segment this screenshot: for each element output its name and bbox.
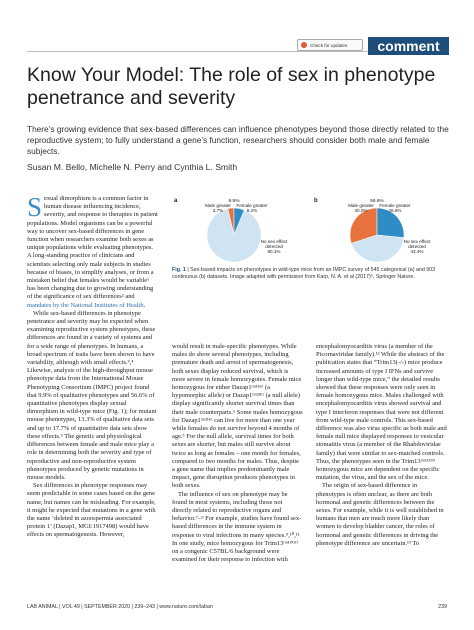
figure-caption — [172, 267, 448, 281]
author-list: Susan M. Bello, Michelle N. Perry and Cynthia L. Smith — [27, 162, 238, 172]
paragraph-1-text: exual dimorphism is a common factor in human disease influencing incidence, severity, and response to therapies in patient populations. Model organisms can be a powerful way to uncover sex-based differences in gene function when researchers examine both sexes as unique populations while evaluating phenotypes. A long-standing practice of clinicians and scientists selecting only male subjects in studies because of biases, to simplify analyses, or from a mistaken belief that females would be variable¹ has been changing due to growing understanding of the significance of sex differences² and — [27, 195, 158, 301]
column-2 — [172, 343, 303, 564]
column-3 — [316, 343, 447, 548]
article-title: Know Your Model: The role of sex in phenotype penetrance and severity — [27, 64, 436, 109]
slice-value-b-1: 26.6% — [388, 208, 402, 213]
figure-caption-label: Fig. 1 — [172, 267, 186, 273]
figure-caption-text: | Sex-based impacts on phenotypes in wild-type mice from an IMPC survey of 545 categorical (a) and 903 continuous (b) datasets. Image adapted with permission from Karp, N. A. et al (2017)⁵, Springer Nature. — [172, 267, 436, 280]
slice-value-b-2: 43.4% — [410, 249, 424, 254]
drop-cap: S — [27, 192, 43, 222]
article-standfirst: There’s growing evidence that sex-based differences can influence phenotypes beyond those directly related to the reproductive system; to fully understand a gene’s function, researchers should consider both male and female subjects. — [27, 124, 449, 156]
slice-label-b-1: Female greater — [379, 203, 411, 208]
journal-info: LAB ANIMAL | VOL 49 | SEPTEMBER 2020 | 239–243 | www.nature.com/laban — [27, 604, 213, 610]
slice-value-b-0: 30.0% — [354, 208, 368, 213]
slice-value-a-2: 90.1% — [267, 249, 281, 254]
section-label: comment — [368, 37, 449, 55]
slice-label-a-0: Male greater — [205, 203, 231, 208]
figure-1-charts — [172, 195, 448, 267]
column-1 — [27, 192, 158, 540]
paragraph-3: Sex differences in phenotype responses may seem predictable in some cases based on the gene name, but names can be misleading. For example, it might be expected that mutations in a gene with the name ‘deleted in azoospermia associated protein 1’ (Dazap1, MGI:1917498) would have effects on spermatogenesis. However, — [27, 482, 156, 539]
paragraph-1-end: . — [143, 301, 146, 309]
paragraph-1 — [27, 192, 158, 310]
page-number: 239 — [438, 604, 447, 610]
slice-label-a-2b: detected — [265, 244, 283, 249]
paragraph-2: While sex-based differences in phenotype penetrance and severity may be expected when examining reproductive system phenotypes, these differences are found in a variety of systems and for a wide range of phenotypes. In humans, a broad spectrum of traits have been shown to have variability, although with small effects.³,⁴ Likewise, analysis of the high-throughput mouse phenotype data from the International Mouse Phenotyping Consortium (IMPC) project found that 9.9% of qualitative phenotypes and 56.6% of quantitative phenotypes display sexual dimorphism in wild-type mice (Fig. 1); for mutant mouse phenotypes, 13.3% of qualitative data sets and up to 17.7% of quantitative data sets show these effects.⁵ The genetic and physiological differences between female and male mice play a role in determining both the severity and type of reproductive and non-reproductive system phenotypes produced by genetic mutations in mouse models. — [27, 309, 157, 481]
slice-label-b-2b: detected — [408, 244, 426, 249]
slice-value-a-0: 3.7% — [212, 208, 224, 213]
slice-label-b-2a: No sex effect — [403, 239, 431, 244]
check-updates-label: Check for updates — [310, 42, 348, 48]
slice-label-a-1: Female greater — [236, 203, 268, 208]
paragraph-7: The origin of sex-based difference in phenotypes is often unclear, as there are both hormonal and genetic differences between the sexes. For example, while it is well established in humans that men are much more likely than women to develop bladder cancer, the roles of hormonal and genetic differences in driving the phenotype difference are uncertain.¹³ To — [316, 482, 444, 547]
paragraph-4: would result in male-specific phenotypes. While males do show several phenotypes, including premature death and arrest of spermatogenesis, both sexes display reduced survival, which is more severe in female homozygotes. Female mice homozygous for either Dazap1ᵗᵐ¹ᴴʳᵗ (a hypomorphic allele) or Dazap1ᵗᵐ²ᴴʳᵗ (a null allele) display significantly shorter survival times than their male counterparts.⁶ Some males homozygous for Dazap1ᵗᵐ²ᴴʳᵗ can live for more than one year while females do not survive beyond 4 months of age.⁶ For the null allele, survival times for both sexes are shorter, but males still survive about twice as long as females – one month for females, compared to two months for males. Thus, despite a gene name that implies predominantly male impact, gene disruption produces phenotypes in both sexes. — [172, 343, 303, 490]
pie-top-label-b: 56.6% — [370, 199, 384, 204]
page-footer — [27, 604, 447, 610]
pie-top-label-a: 9.9% — [228, 199, 240, 204]
paragraph-5: The influence of sex on phenotype may be found in most systems, including those not directly related to reproductive organs and behavior.⁷–⁹ For example, studies have found sex-based differences in the immune system in response to viral infections in many species.⁹,¹⁰,¹¹ In one study, mice homozygous for Trim13ᵗᵐ¹ᴰᴼᴰ on a congenic C57BL/6 background were examined for their response to infection with — [172, 490, 302, 564]
panel-label-b: b — [314, 198, 318, 204]
slice-label-b-0: Male greater — [348, 203, 374, 208]
panel-label-a: a — [174, 198, 178, 204]
crossmark-icon — [301, 42, 307, 48]
slice-label-a-2a: No sex effect — [260, 239, 288, 244]
check-updates-button[interactable] — [297, 39, 363, 51]
slice-value-a-1: 6.2% — [246, 208, 258, 213]
paragraph-6: encephalomyocarditis virus (a member of the Picornaviridae family).¹² While the abstract of the publication states that “Trim13(-/-) mice produce increased amounts of type I IFNs and survive longer than wild-type mice,” the detailed results showed that these responses were only seen in female homozygous mice. Males challenged with encephalomyocarditis virus showed survival and type I interferon responses that were not different from wild-type male controls. This sex-based difference was also virus specific as both male and female null mice displayed responses to vesicular stomatitis virus (a member of the Rhabdoviridae family) that were similar to sex-matched controls. Thus, the phenotypes seen in the Trim13ᵗᵐ¹ᴰᴼᴰ homozygous mice are dependent on the specific mutation, the virus, and the sex of the mice. — [316, 343, 447, 482]
nih-mandate-link[interactable]: mandates by the National Institutes of Health — [27, 301, 144, 309]
